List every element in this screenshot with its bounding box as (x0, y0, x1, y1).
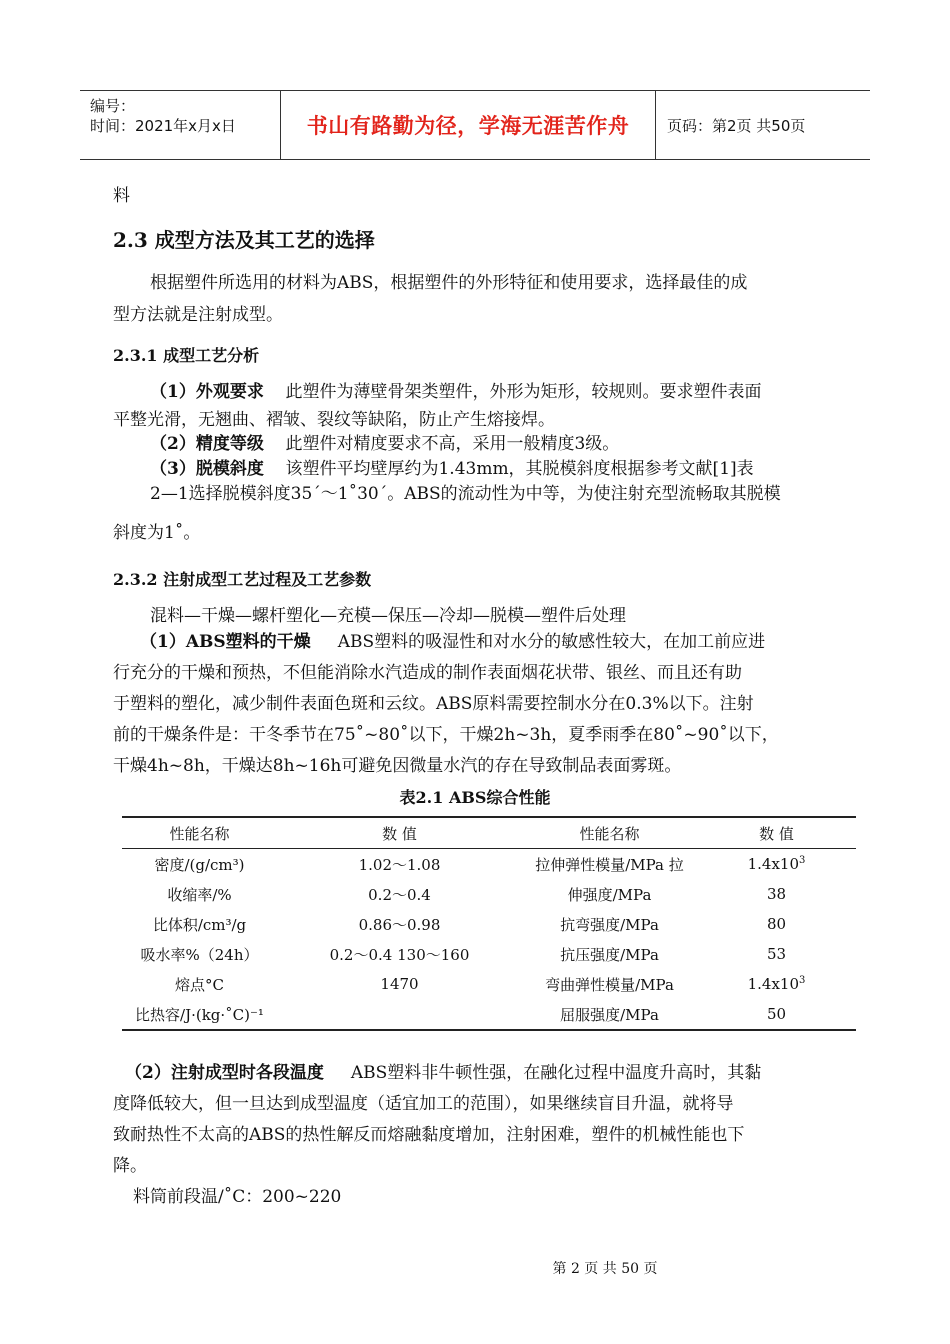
para-drying-text: ABS塑料的吸湿性和对水分的敏感性较大，在加工前应进 (337, 632, 766, 652)
table-row (122, 879, 856, 909)
header-page-cell (655, 91, 870, 159)
para-precision-text: 此塑件对精度要求不高，采用一般精度3级。 (285, 434, 620, 454)
motto: 书山有路勤为径，学海无涯苦作舟 (306, 114, 630, 138)
page-header (80, 90, 870, 160)
para-draft-label: （3）脱模斜度 (150, 459, 264, 479)
table-cell: 80 (766, 915, 787, 933)
table-cell: 抗压强度/MPa (560, 945, 659, 964)
para-drying-label: （1）ABS塑料的干燥 (140, 632, 311, 652)
table-cell: 比热容/J·(kg·˚C)⁻¹ (122, 999, 277, 1030)
section-title: 2.3 成型方法及其工艺的选择 (113, 228, 375, 252)
table-cell: 伸强度/MPa (567, 885, 652, 904)
para-draft-line-3: 斜度为1˚。 (113, 523, 201, 543)
table-header-cell: 性能名称 (522, 817, 697, 849)
para-temperature-line-1 (125, 1065, 761, 1082)
para-appearance-text: 此塑件为薄壁骨架类塑件，外形为矩形，较规则。要求塑件表面 (285, 382, 762, 402)
subsection-title-1: 2.3.1 成型工艺分析 (113, 346, 260, 365)
table-row (122, 939, 856, 969)
table-caption: 表2.1 ABS综合性能 (399, 788, 551, 807)
table-header-cell: 性能名称 (122, 817, 277, 849)
intro-line-2: 型方法就是注射成型。 (113, 305, 283, 325)
para-drying-line-1 (140, 634, 765, 651)
table-cell: 0.2～0.4 (368, 885, 431, 904)
intro-line-1: 根据塑件所选用的材料为ABS，根据塑件的外形特征和使用要求，选择最佳的成 (150, 273, 748, 293)
table-cell: 0.86～0.98 (358, 915, 441, 934)
para-precision (150, 436, 619, 453)
para-drying-line-4: 前的干燥条件是：干冬季节在75˚~80˚以下，干燥2h~3h，夏季雨季在80˚~90˚以下， (113, 725, 779, 745)
para-appearance-label: （1）外观要求 (150, 382, 264, 402)
table-header-cell: 数 值 (697, 817, 856, 849)
para-draft-line-1 (150, 461, 754, 478)
para-appearance-line-2: 平整光滑，无翘曲、褶皱、裂纹等缺陷，防止产生熔接焊。 (113, 410, 555, 430)
para-temperature-text: ABS塑料非牛顿性强，在融化过程中温度升高时，其黏 (350, 1063, 762, 1083)
time-label: 时间：2021年x月x日 (90, 117, 236, 135)
table-row (122, 999, 856, 1030)
value-text: 1.4x10 (747, 975, 800, 993)
process-flow: 混料—干燥—螺杆塑化—充模—保压—冷却—脱模—塑件后处理 (150, 606, 626, 626)
table-header-row (122, 817, 856, 849)
serial-label: 编号： (90, 97, 136, 115)
subsection-title-2: 2.3.2 注射成型工艺过程及工艺参数 (113, 570, 372, 589)
table-cell: 53 (766, 945, 787, 963)
table-cell: 收缩率/% (167, 885, 232, 904)
page-info: 页码：第2页 共50页 (667, 116, 806, 135)
table-cell: 50 (697, 999, 856, 1030)
page-footer (0, 1258, 950, 1278)
para-drying-line-3: 于塑料的塑化，减少制件表面色斑和云纹。ABS原料需要控制水分在0.3%以下。注射 (113, 694, 754, 714)
table-row (122, 849, 856, 880)
table-cell: 拉伸弹性模量/MPa 拉 (535, 855, 684, 874)
header-meta (80, 91, 280, 159)
table-cell: 屈服强度/MPa (522, 999, 697, 1030)
table-cell: 1470 (380, 975, 419, 993)
para-precision-label: （2）精度等级 (150, 434, 264, 454)
abs-properties-table (122, 816, 856, 1031)
para-drying-line-2: 行充分的干燥和预热，不但能消除水汽造成的制作表面烟花状带、银丝、而且还有助 (113, 663, 742, 683)
table-row (122, 909, 856, 939)
barrel-front-temp: 料筒前段温/˚C：200~220 (133, 1187, 342, 1207)
para-temperature-line-3: 致耐热性不太高的ABS的热性解反而熔融黏度增加，注射困难，塑件的机械性能也下 (113, 1125, 745, 1145)
para-temperature-line-4: 降。 (113, 1156, 147, 1176)
text-fragment: 料 (113, 186, 130, 206)
table-cell (697, 849, 856, 880)
table-cell (697, 969, 856, 999)
table-cell: 1.02～1.08 (358, 855, 441, 874)
table-cell: 比体积/cm³/g (152, 915, 247, 934)
table-cell: 38 (766, 885, 787, 903)
table-cell: 0.2～0.4 130～160 (329, 945, 470, 964)
table-cell: 吸水率%（24h） (140, 945, 259, 964)
para-draft-line-2: 2—1选择脱模斜度35´～1˚30´。ABS的流动性为中等，为使注射充型流畅取其脱模 (150, 484, 781, 504)
para-draft-text: 该塑件平均壁厚约为1.43mm，其脱模斜度根据参考文献[1]表 (285, 459, 754, 479)
para-temperature-line-2: 度降低较大，但一旦达到成型温度（适宜加工的范围），如果继续盲目升温，就将导 (113, 1094, 734, 1114)
table-cell: 弯曲弹性模量/MPa (545, 975, 674, 994)
table-cell: 熔点°C (175, 975, 224, 994)
exponent: 3 (799, 975, 806, 986)
table-header-cell: 数 值 (277, 817, 522, 849)
para-drying-line-5: 干燥4h~8h，干燥达8h~16h可避免因微量水汽的存在导致制品表面雾斑。 (113, 756, 682, 776)
table-row (122, 969, 856, 999)
header-motto-cell (280, 91, 656, 159)
para-temperature-label: （2）注射成型时各段温度 (125, 1063, 324, 1083)
exponent: 3 (799, 855, 806, 866)
value-text: 1.4x10 (747, 855, 800, 873)
table-cell (277, 999, 522, 1030)
table-cell: 抗弯强度/MPa (560, 915, 659, 934)
footer-page-number: 第 2 页 共 50 页 (552, 1261, 658, 1277)
table-cell: 密度/(g/cm³) (154, 855, 245, 874)
para-appearance-line-1 (150, 384, 761, 401)
